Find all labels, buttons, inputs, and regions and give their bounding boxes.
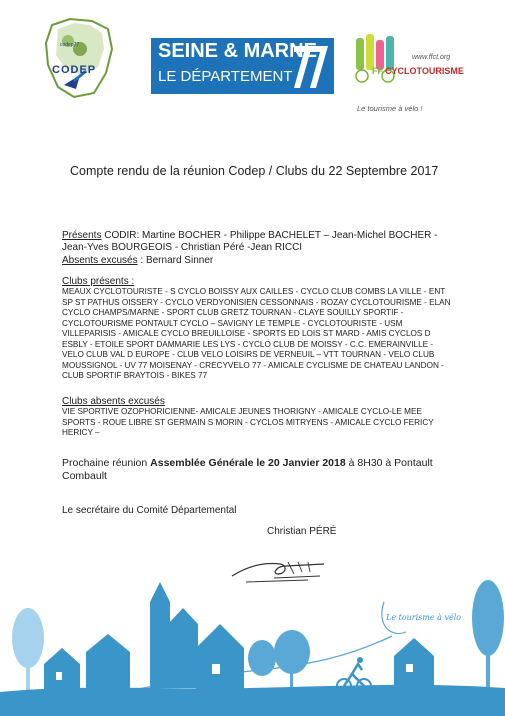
- clubs-absent-heading: Clubs absents excusés: [62, 396, 165, 407]
- absent-label: Absents excusés: [62, 254, 138, 266]
- seine-marne-subtitle: LE DÉPARTEMENT: [158, 68, 293, 85]
- absent-text: : Bernard Sinner: [137, 254, 214, 266]
- codep-logo-text: CODEP: [52, 64, 97, 76]
- signer-name: Christian PÉRÉ: [267, 526, 337, 537]
- present-label: Présents: [62, 230, 102, 241]
- clubs-present-list: MEAUX CYCLOTOURISTE - S CYCLO BOISSY AUX CAILLES - CYCLO CLUB COMBS LA VILLE - ENT SP ST PATHUS OISSERY - CYCLO VERDYONISIEN CESSONNAIS - ROZAY CYCLOTOURISME - ELAN CYCLO CHAMPS/MARNE - SPORT CLUB GRETZ TOURNAN - CLAYE SOUILLY SPORTIF - CYCLOTOURISME PONTAULT CYCLO – SAVIGNY LE TEMPLE - CYCLOTOURISTE - USM VILLEPARISIS - AMICALE CYCLO BREUILLOISE - SPORTS ED LOIS ST MARD - AMIS CYCLOS D ESBLY - ETOILE SPORT DAMMARIE LES LYS - CYCLO CLUB DE MOISSY - C.C. EMERAINVILLE - VELO CLUB VAL D EUROPE - CLUB VELO LOISIRS DE VERNEUIL – VTT TOURNAN - VELO CLUB MOUSSIGNOL - UV 77 MOISENAY - CRECYVELO 77 - AMICALE CYCLISME DE CHATEAU LANDON - CLUB SPORTIF BRAYTOIS - BIKES 77: [62, 287, 451, 380]
- codep-small-text: codep77: [60, 42, 80, 48]
- document-title: Compte rendu de la réunion Codep / Clubs du 22 Septembre 2017: [70, 164, 439, 178]
- next-meeting-suffix: à 8H30 à Pontault Combault: [62, 457, 433, 482]
- secretary-line: Le secrétaire du Comité Départemental: [62, 505, 237, 516]
- present-codir-text: CODIR: Martine BOCHER - Philippe BACHELET – Jean-Michel BOCHER - Jean-Yves BOURGEOIS - Christian Péré -Jean RICCI: [62, 230, 438, 254]
- footer-landscape: [0, 560, 505, 716]
- next-meeting: [62, 457, 462, 483]
- ffct-url: www.ffct.org: [412, 54, 451, 61]
- ffct-ff: FF: [372, 66, 383, 76]
- ffct-tagline: Le tourisme à vélo !: [357, 104, 423, 113]
- next-meeting-event: Assemblée Générale le 20 Janvier 2018: [150, 457, 346, 469]
- ffct-name: CYCLOTOURISME: [385, 66, 464, 76]
- ffct-cyclists-logo: [350, 30, 405, 88]
- seine-marne-77-mark: [290, 42, 332, 92]
- attendees-block: [62, 230, 462, 267]
- clubs-present-heading: Clubs présents :: [62, 276, 135, 287]
- seine-marne-title: SEINE & MARNE: [158, 40, 317, 62]
- codep-map-logo: [40, 15, 120, 100]
- next-meeting-prefix: Prochaine réunion: [62, 457, 151, 469]
- clubs-absent-list: VIE SPORTIVE OZOPHORICIENNE- AMICALE JEUNES THORIGNY - AMICALE CYCLO-LE MEE SPORTS - ROUE LIBRE ST GERMAIN S MORIN - CYCLOS MITRYENS - AMICALE CYCLO FERICY HERICY –: [62, 407, 434, 437]
- footer-tagline: Le tourisme à vélo: [386, 613, 462, 622]
